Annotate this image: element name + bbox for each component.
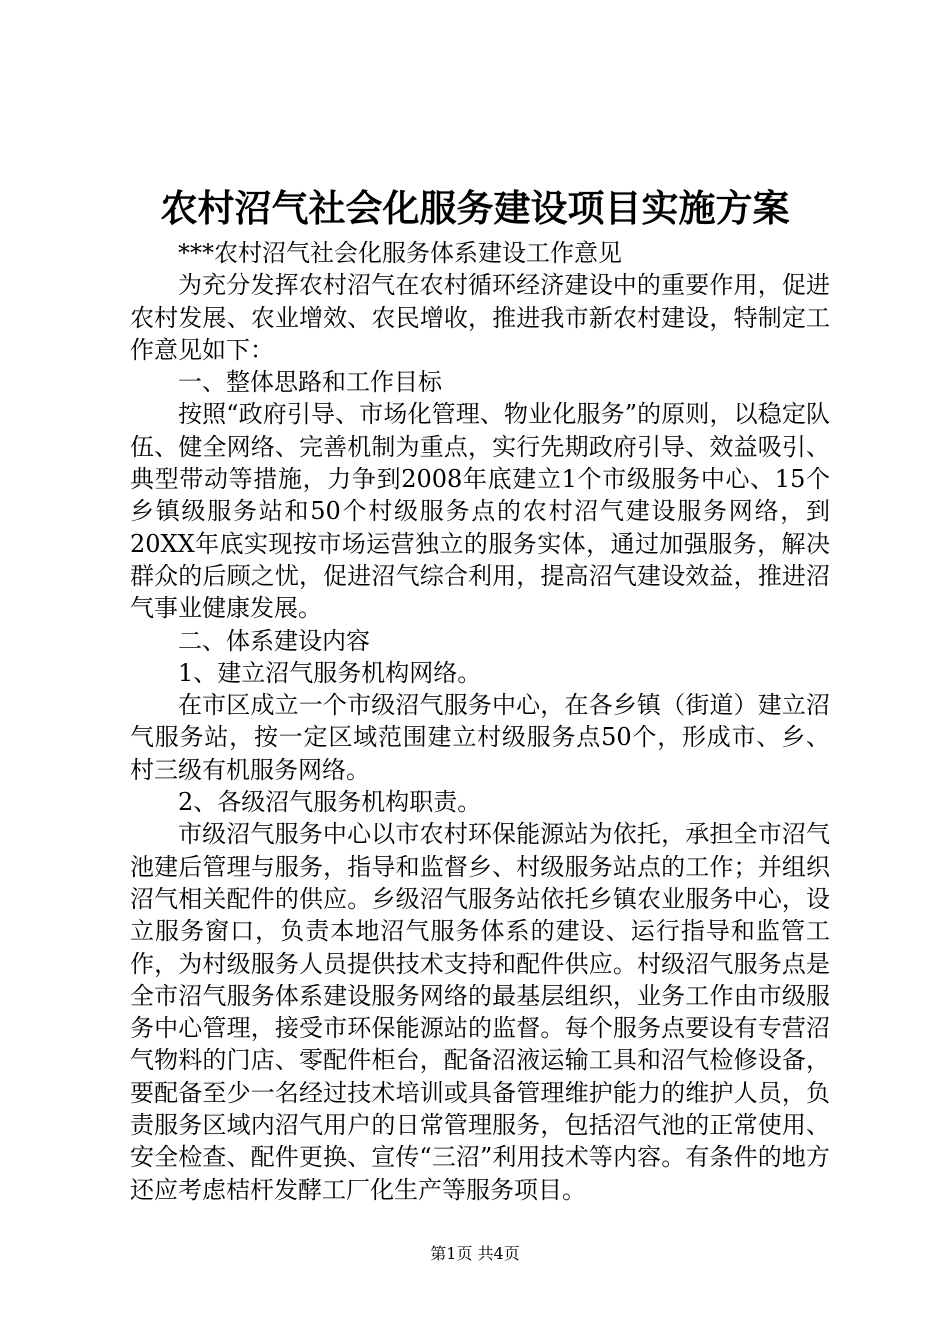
paragraph-intro: 为充分发挥农村沼气在农村循环经济建设中的重要作用，促进农村发展、农业增效、农民增收，推进我市新农村建设，特制定工作意见如下：	[130, 271, 830, 364]
subsection-heading-2: 2、各级沼气服务机构职责。	[178, 788, 482, 817]
subsection-heading-1: 1、建立沼气服务机构网络。	[178, 658, 482, 687]
document-body	[130, 237, 830, 1206]
section-heading-2: 二、体系建设内容	[178, 626, 370, 655]
paragraph-network: 在市区成立一个市级沼气服务中心，在各乡镇（街道）建立沼气服务站，按一定区域范围建立村级服务点50个，形成市、乡、村三级有机服务网络。	[130, 691, 830, 784]
page-footer: 第1页 共4页	[430, 1244, 520, 1263]
paragraph-goals: 按照“政府引导、市场化管理、物业化服务”的原则，以稳定队伍、健全网络、完善机制为重点，实行先期政府引导、效益吸引、典型带动等措施，力争到2008年底建立1个市级服务中心、15个乡镇级服务站和50个村级服务点的农村沼气建设服务网络，到20XX年底实现按市场运营独立的服务实体，通过加强服务，解决群众的后顾之忧，促进沼气综合利用，提高沼气建设效益，推进沼气事业健康发展。	[130, 400, 830, 623]
paragraph-duties: 市级沼气服务中心以市农村环保能源站为依托，承担全市沼气池建后管理与服务，指导和监督乡、村级服务站点的工作；并组织沼气相关配件的供应。乡级沼气服务站依托乡镇农业服务中心，设立服务窗口，负责本地沼气服务体系的建设、运行指导和监管工作，为村级服务人员提供技术支持和配件供应。村级沼气服务点是全市沼气服务体系建设服务网络的最基层组织，业务工作由市级服务中心管理，接受市环保能源站的监督。每个服务点要设有专营沼气物料的门店、零配件柜台，配备沼液运输工具和沼气检修设备，要配备至少一名经过技术培训或具备管理维护能力的维护人员，负责服务区域内沼气用户的日常管理服务，包括沼气池的正常使用、安全检查、配件更换、宣传“三沼”利用技术等内容。有条件的地方还应考虑桔杆发酵工厂化生产等服务项目。	[130, 820, 830, 1204]
page-title: 农村沼气社会化服务建设项目实施方案	[160, 186, 790, 230]
section-heading-1: 一、整体思路和工作目标	[178, 368, 442, 397]
paragraph-heading: ***农村沼气社会化服务体系建设工作意见	[178, 239, 622, 267]
